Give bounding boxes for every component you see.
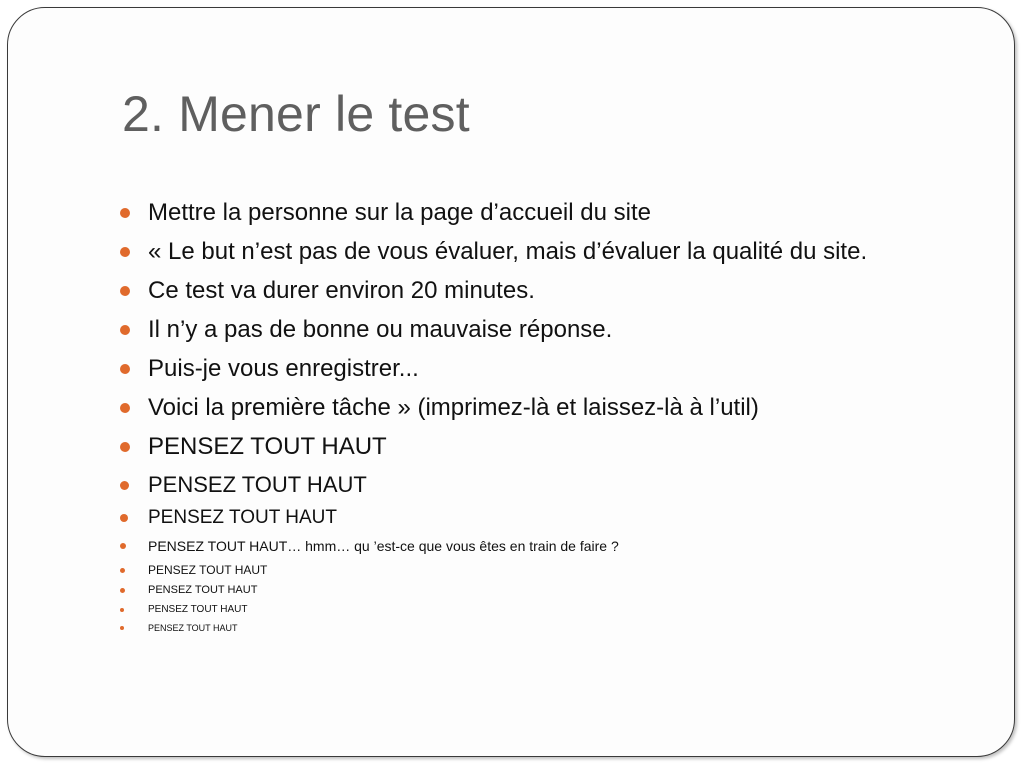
bullet-item <box>118 506 918 530</box>
bullet-item <box>118 276 918 306</box>
bullet-item <box>118 315 918 345</box>
bullet-text: PENSEZ TOUT HAUT <box>148 472 367 497</box>
bullet-dot-icon <box>120 364 130 374</box>
bullet-item <box>118 432 918 462</box>
bullet-item <box>118 393 918 423</box>
bullet-dot-icon <box>120 442 130 452</box>
bullet-text: PENSEZ TOUT HAUT <box>148 623 238 633</box>
bullet-item <box>118 583 918 598</box>
slide-title: 2. Mener le test <box>122 86 470 142</box>
bullet-item <box>118 537 918 555</box>
bullet-dot-icon <box>120 568 125 573</box>
bullet-item <box>118 471 918 499</box>
bullet-dot-icon <box>120 588 125 593</box>
bullet-item <box>118 562 918 578</box>
bullet-item <box>118 237 918 267</box>
bullet-dot-icon <box>120 286 130 296</box>
bullet-dot-icon <box>120 626 124 630</box>
bullet-dot-icon <box>120 608 124 612</box>
bullet-text: PENSEZ TOUT HAUT <box>148 604 248 615</box>
bullet-dot-icon <box>120 208 130 218</box>
bullet-dot-icon <box>120 481 129 490</box>
bullet-text: Il n’y a pas de bonne ou mauvaise réponse. <box>148 316 613 343</box>
bullet-text: Ce test va durer environ 20 minutes. <box>148 277 535 304</box>
bullet-dot-icon <box>120 514 128 522</box>
bullet-text: Puis-je vous enregistrer... <box>148 355 419 382</box>
bullet-item <box>118 603 918 617</box>
bullet-dot-icon <box>120 543 126 549</box>
slide-frame <box>7 7 1015 757</box>
bullet-item <box>118 198 918 228</box>
bullet-item <box>118 622 918 635</box>
bullet-text: PENSEZ TOUT HAUT <box>148 584 258 596</box>
bullet-dot-icon <box>120 403 130 413</box>
bullet-text: PENSEZ TOUT HAUT <box>148 433 387 460</box>
bullet-text: « Le but n’est pas de vous évaluer, mais d’évaluer la qualité du site. <box>148 238 868 265</box>
bullet-text: PENSEZ TOUT HAUT… hmm… qu ’est-ce que vous êtes en train de faire ? <box>148 538 619 554</box>
bullet-text: Voici la première tâche » (imprimez-là et laissez-là à l’util) <box>148 394 759 421</box>
bullet-list <box>118 198 918 635</box>
bullet-dot-icon <box>120 247 130 257</box>
bullet-item <box>118 354 918 384</box>
bullet-dot-icon <box>120 325 130 335</box>
bullet-text: PENSEZ TOUT HAUT <box>148 507 337 528</box>
bullet-text: Mettre la personne sur la page d’accueil du site <box>148 199 651 226</box>
bullet-text: PENSEZ TOUT HAUT <box>148 563 268 577</box>
